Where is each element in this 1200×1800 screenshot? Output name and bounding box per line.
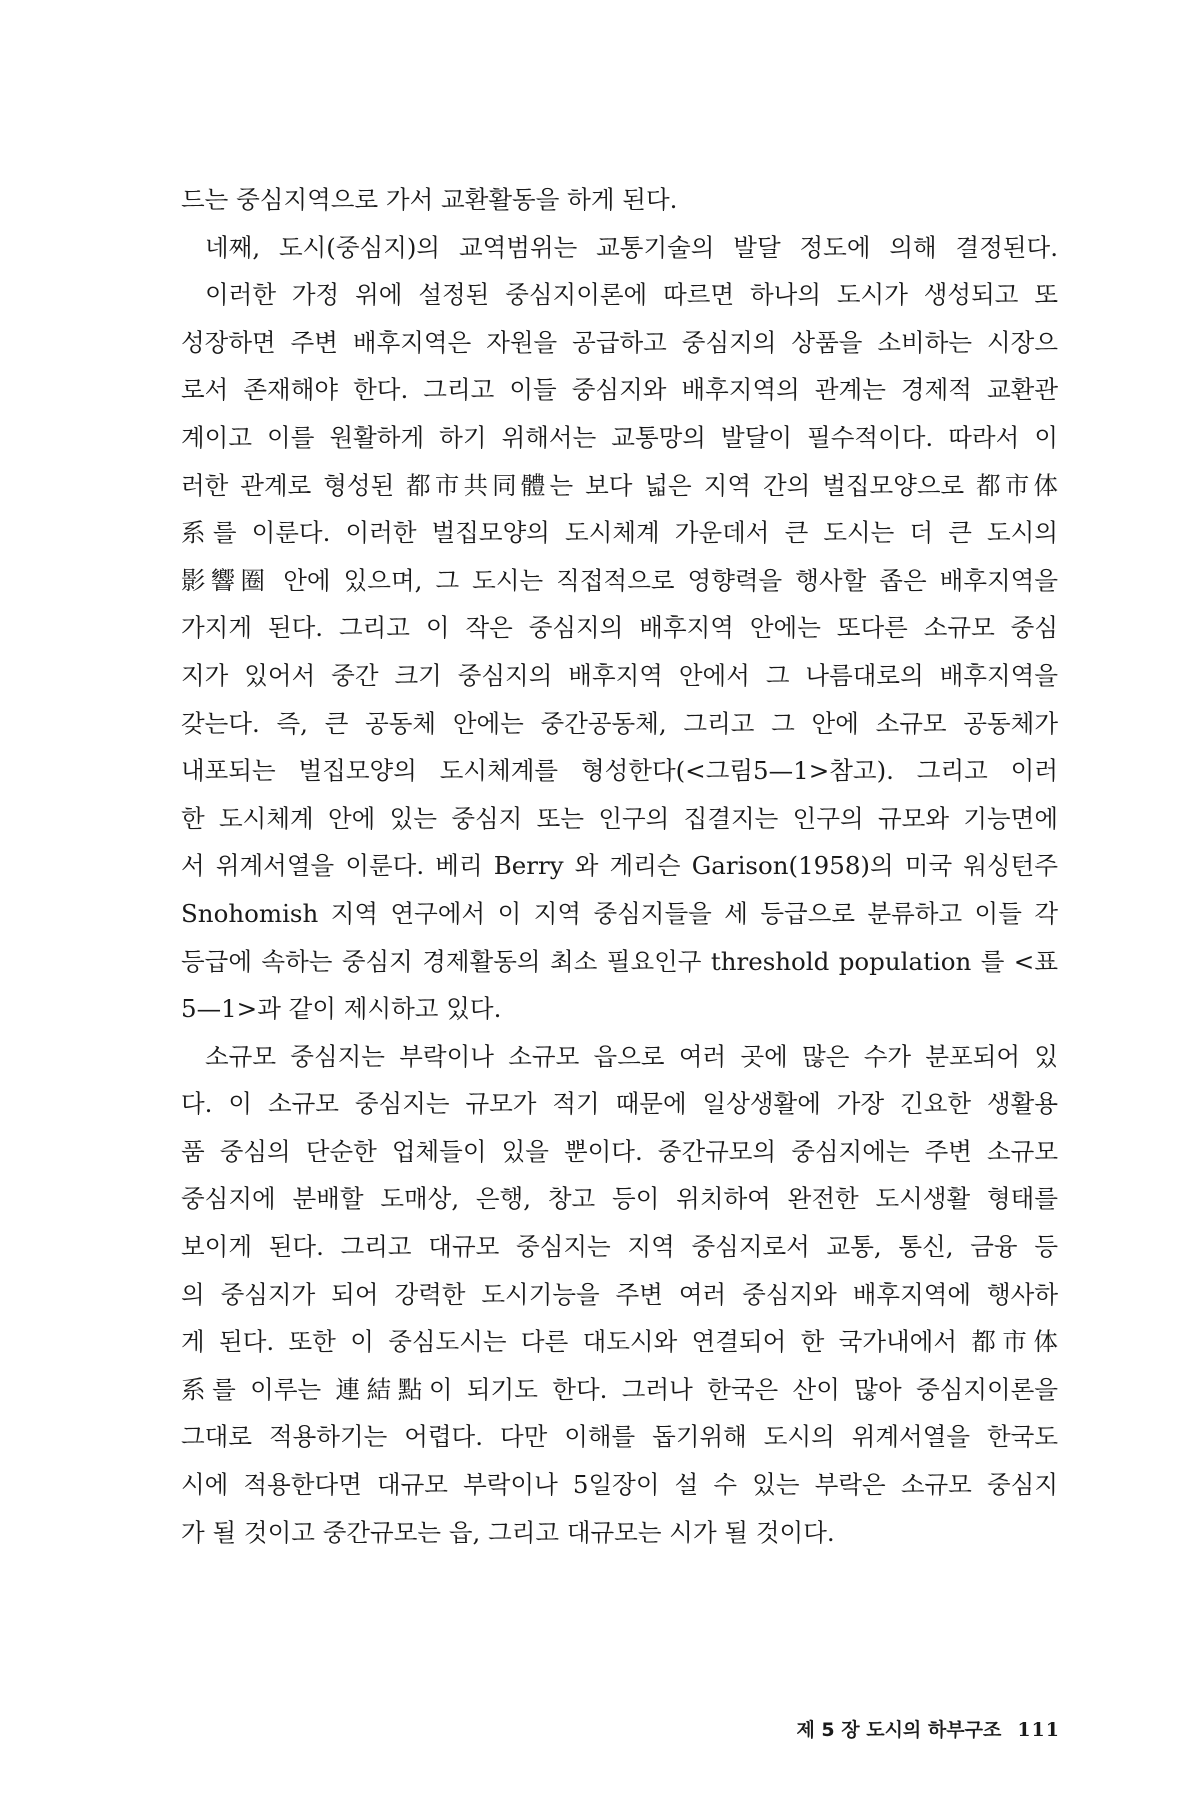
text-line: 그대로 적용하기는 어렵다. 다만 이해를 돕기위해 도시의 위계서열을 한국도 [181,1422,1058,1452]
text-line: 중심지에 분배할 도매상, 은행, 창고 등이 위치하여 완전한 도시생활 형태를 [181,1184,1058,1214]
text-line: 품 중심의 단순한 업체들이 있을 뿐이다. 중간규모의 중심지에는 주변 소규모 [181,1136,1058,1166]
text-line: 성장하면 주변 배후지역은 자원을 공급하고 중심지의 상품을 소비하는 시장으 [181,327,1058,357]
chapter-title: 제 5 장 도시의 하부구조 [796,1719,1002,1741]
running-footer [760,1715,1060,1742]
text-line: 네째, 도시(중심지)의 교역범위는 교통기술의 발달 정도에 의해 결정된다. [205,232,1058,262]
text-line: 5—1>과 같이 제시하고 있다. [181,994,502,1024]
text-line: 내포되는 벌집모양의 도시체계를 형성한다(<그림5—1>참고). 그리고 이러 [181,756,1058,786]
text-line: 가지게 된다. 그리고 이 작은 중심지의 배후지역 안에는 또다른 소규모 중심 [181,613,1058,643]
text-line: 러한 관계로 형성된 都市共同體는 보다 넓은 지역 간의 벌집모양으로 都市体 [181,470,1058,500]
text-line: Snohomish 지역 연구에서 이 지역 중심지들을 세 등급으로 분류하고 이들 각 [181,898,1058,928]
text-line: 등급에 속하는 중심지 경제활동의 최소 필요인구 threshold population 를 <표 [181,946,1058,976]
text-line: 한 도시체계 안에 있는 중심지 또는 인구의 집결지는 인구의 규모와 기능면에 [181,803,1058,833]
text-line: 보이게 된다. 그리고 대규모 중심지는 지역 중심지로서 교통, 통신, 금융 등 [181,1232,1058,1262]
text-line: 의 중심지가 되어 강력한 도시기능을 주변 여러 중심지와 배후지역에 행사하 [181,1279,1058,1309]
text-line: 系를 이룬다. 이러한 벌집모양의 도시체계 가운데서 큰 도시는 더 큰 도시의 [181,518,1058,548]
text-line: 로서 존재해야 한다. 그리고 이들 중심지와 배후지역의 관계는 경제적 교환관 [181,375,1058,405]
text-line: 소규모 중심지는 부락이나 소규모 읍으로 여러 곳에 많은 수가 분포되어 있 [205,1041,1058,1071]
text-line: 서 위계서열을 이룬다. 베리 Berry 와 게리슨 Garison(1958)의 미국 워싱턴주 [181,851,1058,881]
text-line: 계이고 이를 원활하게 하기 위해서는 교통망의 발달이 필수적이다. 따라서 이 [181,422,1058,452]
text-line: 影響圈 안에 있으며, 그 도시는 직접적으로 영향력을 행사할 좁은 배후지역을 [181,565,1058,595]
text-line: 드는 중심지역으로 가서 교환활동을 하게 된다. [181,185,678,214]
text-line: 系를 이루는 連結點이 되기도 한다. 그러나 한국은 산이 많아 중심지이론을 [181,1374,1058,1404]
body-text [181,176,1058,1556]
text-line: 시에 적용한다면 대규모 부락이나 5일장이 설 수 있는 부락은 소규모 중심지 [181,1470,1058,1500]
text-line: 지가 있어서 중간 크기 중심지의 배후지역 안에서 그 나름대로의 배후지역을 [181,660,1058,690]
text-line: 게 된다. 또한 이 중심도시는 다른 대도시와 연결되어 한 국가내에서 都市体 [181,1327,1058,1357]
text-line: 다. 이 소규모 중심지는 규모가 적기 때문에 일상생활에 가장 긴요한 생활용 [181,1089,1058,1119]
page-number: 111 [1017,1719,1060,1741]
text-line: 갖는다. 즉, 큰 공동체 안에는 중간공동체, 그리고 그 안에 소규모 공동체가 [181,708,1058,738]
text-line: 가 될 것이고 중간규모는 읍, 그리고 대규모는 시가 될 것이다. [181,1517,835,1547]
text-line: 이러한 가정 위에 설정된 중심지이론에 따르면 하나의 도시가 생성되고 또 [205,280,1058,310]
